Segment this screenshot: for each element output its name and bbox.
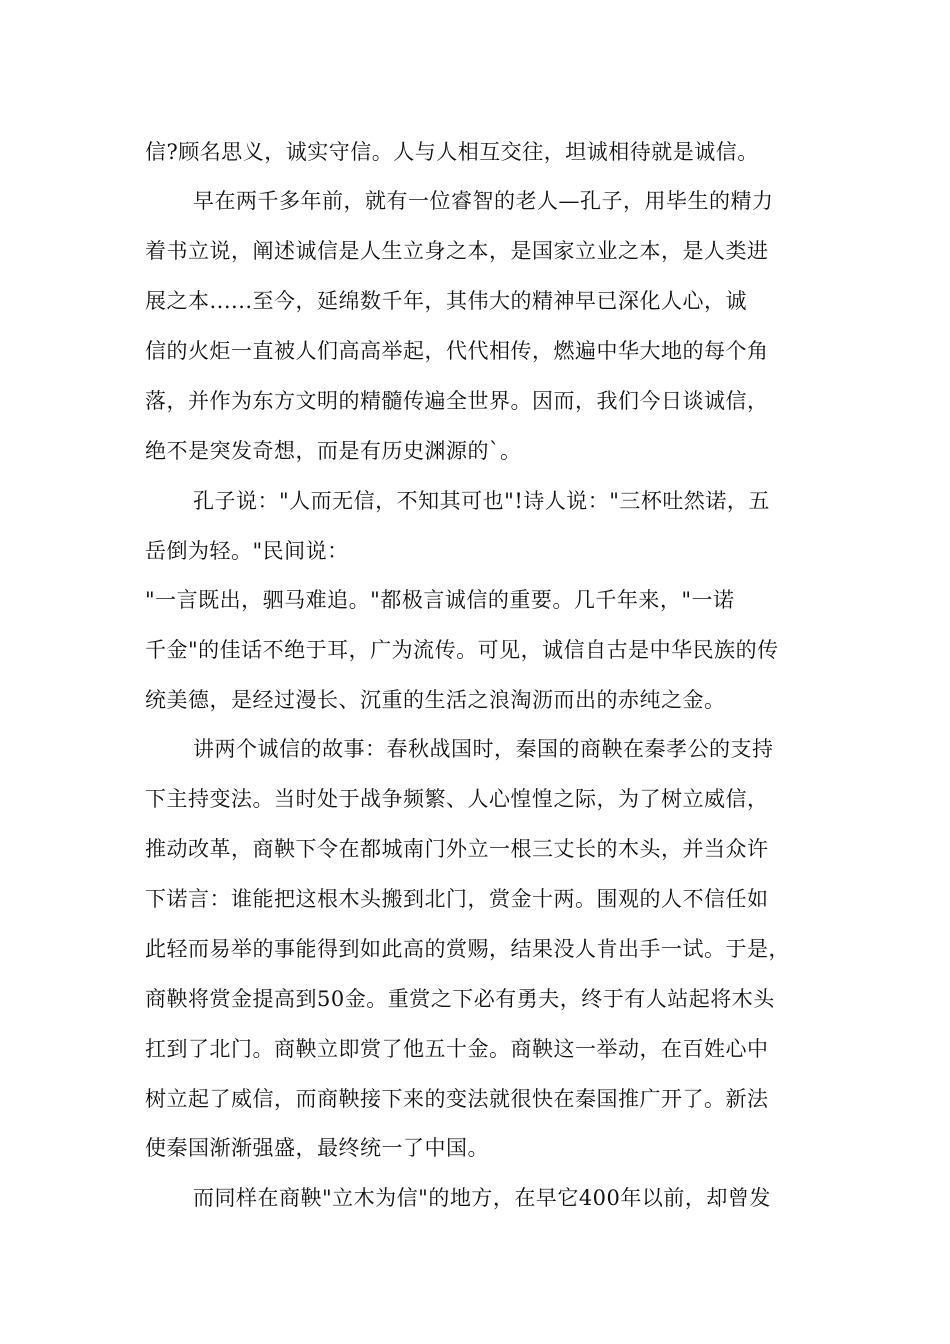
text-line: 展之本......至今，延绵数千年，其伟大的精神早已深化人心，诚 — [145, 289, 748, 313]
text-line: 早在两千多年前，就有一位睿智的老人—孔子，用毕生的精力 — [193, 189, 774, 213]
text-line: 千金"的佳话不绝于耳，广为流传。可见，诚信自古是中华民族的传 — [145, 638, 779, 662]
text-line: 信?顾名思义，诚实守信。人与人相互交往，坦诚相待就是诚信。 — [145, 140, 759, 164]
text-line: 着书立说，阐述诚信是人生立身之本，是国家立业之本，是人类进 — [145, 239, 769, 263]
text-line: 下诺言：谁能把这根木头搬到北门，赏金十两。围观的人不信任如 — [145, 887, 769, 911]
text-line: 扛到了北门。商鞅立即赏了他五十金。商鞅这一举动，在百姓心中 — [145, 1037, 769, 1061]
text-line: 使秦国渐渐强盛，最终统一了中国。 — [145, 1136, 489, 1160]
text-line: 推动改革，商鞅下令在都城南门外立一根三丈长的木头，并当众许 — [145, 837, 769, 861]
text-line: "一言既出，驷马难追。"都极言诚信的重要。几千年来，"一诺 — [145, 588, 735, 612]
text-line: 讲两个诚信的故事：春秋战国时，秦国的商鞅在秦孝公的支持 — [193, 737, 774, 761]
text-line: 而同样在商鞅"立木为信"的地方，在早它400年以前，却曾发 — [193, 1186, 771, 1210]
text-line: 岳倒为轻。"民间说： — [145, 539, 349, 563]
text-line: 此轻而易举的事能得到如此高的赏赐，结果没人肯出手一试。于是， — [145, 937, 790, 961]
text-line: 统美德，是经过漫长、沉重的生活之浪淘沥而出的赤纯之金。 — [145, 688, 726, 712]
text-line: 商鞅将赏金提高到50金。重赏之下必有勇夫，终于有人站起将木头 — [145, 987, 775, 1011]
text-line: 信的火炬一直被人们高高举起，代代相传，燃遍中华大地的每个角 — [145, 339, 769, 363]
text-line: 下主持变法。当时处于战争频繁、人心惶惶之际，为了树立威信， — [145, 787, 769, 811]
text-line: 绝不是突发奇想，而是有历史渊源的`。 — [145, 439, 522, 463]
text-line: 树立起了威信，而商鞅接下来的变法就很快在秦国推广开了。新法 — [145, 1087, 769, 1111]
text-line: 孔子说："人而无信，不知其可也"!诗人说："三杯吐然诺，五 — [193, 489, 770, 513]
text-line: 落，并作为东方文明的精髓传遍全世界。因而，我们今日谈诚信， — [145, 389, 769, 413]
